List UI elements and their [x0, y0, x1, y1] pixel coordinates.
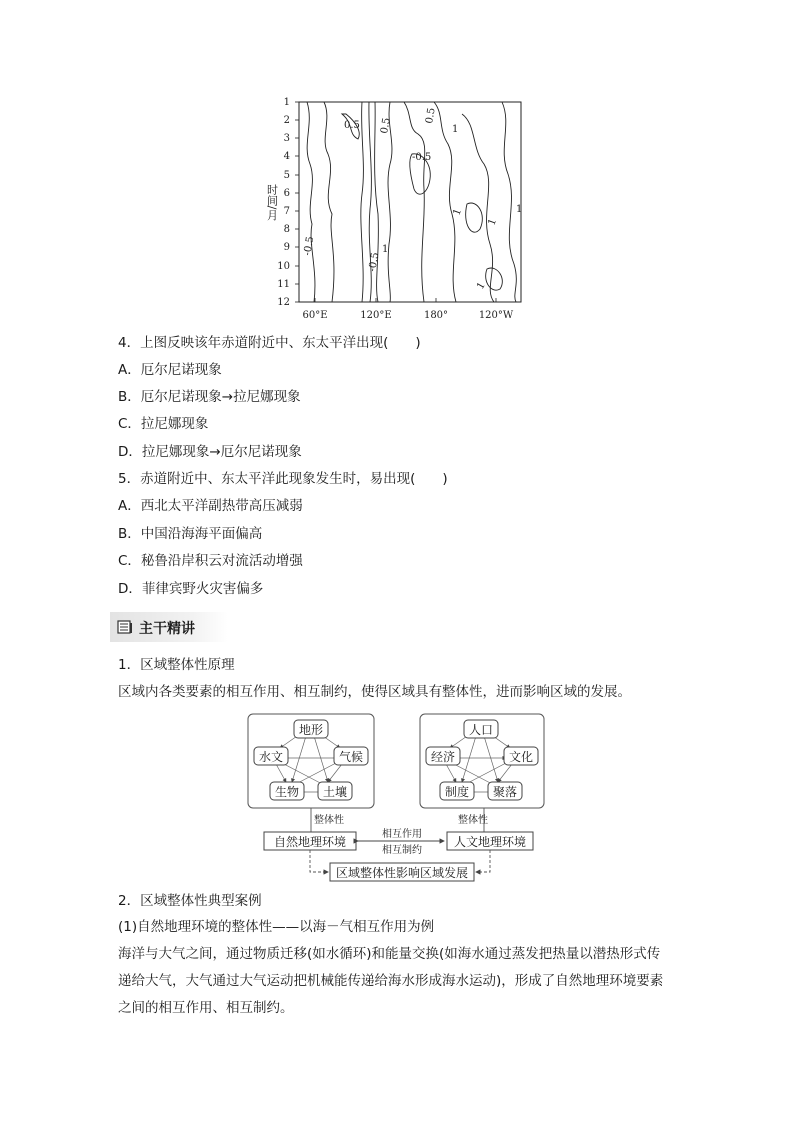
contour-label: -0.5 — [302, 235, 317, 257]
point2-line-1: 海洋与大气之间，通过物质迁移(如水循环)和能量交换(如海水通过蒸发把热量以潜热形式传 — [118, 946, 661, 962]
node-population: 人口 — [468, 723, 494, 737]
node-settlement: 聚落 — [492, 785, 518, 799]
contour-label: 0.5 — [344, 120, 360, 131]
contour-label: 1 — [382, 244, 389, 255]
point2-line-2: 递给大气，大气通过大气运动把机械能传递给海水形成海水运动)，形成了自然地理环境要素 — [118, 973, 664, 989]
node-economy: 经济 — [430, 750, 456, 764]
question-5-option-a: A．西北太平洋副热带高压减弱 — [118, 498, 303, 514]
y-tick-label: 11 — [277, 279, 290, 290]
result-box: 区域整体性影响区域发展 — [335, 866, 469, 880]
point1-title: 1．区域整体性原理 — [118, 657, 235, 673]
contour-label: 1 — [516, 204, 523, 215]
x-tick-label: 120°E — [360, 310, 392, 321]
question-4-option-a: A．厄尔尼诺现象 — [118, 362, 222, 378]
y-tick-label: 10 — [277, 261, 290, 272]
restrict-label: 相互制约 — [382, 845, 422, 856]
contour-label: 1 — [451, 207, 464, 218]
y-tick-label: 6 — [283, 188, 290, 199]
book-icon — [117, 620, 133, 634]
node-culture: 文化 — [508, 750, 534, 764]
question-4-option-b: B．厄尔尼诺现象→拉尼娜现象 — [118, 389, 301, 405]
contour-label: 1 — [486, 217, 499, 228]
point2-line-3: 之间的相互作用、相互制约。 — [118, 1000, 294, 1016]
x-tick-label: 180° — [423, 310, 449, 321]
point2-title: 2．区域整体性典型案例 — [118, 893, 262, 909]
y-axis-label: 时间/月 — [265, 183, 279, 221]
human-env-box: 人文地理环境 — [453, 835, 527, 849]
question-4-option-d: D．拉尼娜现象→厄尔尼诺现象 — [118, 444, 302, 460]
x-axis — [302, 298, 513, 321]
section-header — [110, 612, 228, 642]
contour-labels — [302, 107, 522, 292]
y-tick-label: 9 — [283, 242, 290, 253]
y-tick-label: 12 — [277, 297, 290, 308]
natural-env-box: 自然地理环境 — [273, 835, 347, 849]
node-hydrology: 水文 — [258, 750, 284, 764]
node-landform: 地形 — [298, 723, 324, 737]
question-4-stem: 4．上图反映该年赤道附近中、东太平洋出现( ) — [118, 335, 421, 351]
contour-label: 0.5 — [424, 106, 438, 125]
section-title: 主干精讲 — [139, 621, 195, 637]
x-tick-label: 60°E — [302, 310, 328, 321]
integrity-label-right: 整体性 — [458, 815, 488, 826]
y-tick-label: 7 — [283, 206, 290, 217]
question-4-option-c: C．拉尼娜现象 — [118, 416, 209, 432]
sst-anomaly-contour-map — [262, 94, 532, 324]
contour-label: 1 — [475, 280, 488, 292]
contour-lines — [307, 102, 516, 302]
y-tick-label: 3 — [283, 133, 290, 144]
contour-label: 0.5 — [379, 116, 393, 135]
y-tick-label: 4 — [283, 151, 290, 162]
question-5-option-c: C．秘鲁沿岸积云对流活动增强 — [118, 553, 303, 569]
question-5-stem: 5．赤道附近中、东太平洋此现象发生时，易出现( ) — [118, 471, 448, 487]
question-5-option-d: D．菲律宾野火灾害偏多 — [118, 581, 264, 597]
node-climate: 气候 — [338, 750, 364, 764]
y-tick-label: 1 — [283, 97, 290, 108]
node-biology: 生物 — [274, 785, 300, 799]
contour-label: 1 — [452, 124, 459, 135]
point1-text: 区域内各类要素的相互作用、相互制约，使得区域具有整体性，进而影响区域的发展。 — [118, 684, 631, 700]
integrity-label-left: 整体性 — [314, 815, 344, 826]
contour-label: -0.5 — [412, 152, 432, 163]
question-5-option-b: B．中国沿海海平面偏高 — [118, 526, 263, 542]
x-tick-label: 120°W — [478, 310, 514, 321]
y-tick-label: 8 — [283, 224, 290, 235]
y-tick-label: 2 — [283, 115, 290, 126]
node-soil: 土壤 — [322, 785, 348, 799]
node-institution: 制度 — [444, 785, 470, 799]
region-integrity-diagram — [240, 710, 560, 886]
y-tick-label: 5 — [283, 170, 290, 181]
interact-label: 相互作用 — [382, 829, 422, 840]
contour-label: -0.5 — [367, 251, 382, 273]
y-axis — [277, 97, 299, 308]
point2-subtitle: (1)自然地理环境的整体性——以海－气相互作用为例 — [118, 919, 435, 935]
